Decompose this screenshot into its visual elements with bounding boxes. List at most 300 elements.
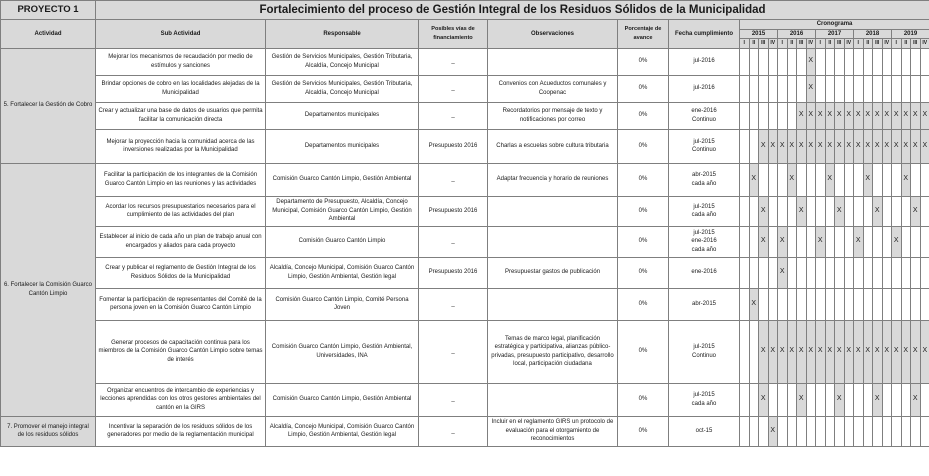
schedule-cell [806, 226, 816, 257]
quarter-header: I [778, 39, 788, 49]
schedule-cell [778, 163, 788, 196]
project-label: PROYECTO 1 [1, 1, 96, 20]
observations-cell: Recordatorios por mensaje de texto y notificaciones por correo [488, 102, 618, 129]
schedule-cell: X [892, 226, 902, 257]
schedule-cell: X [854, 102, 864, 129]
schedule-cell [787, 383, 797, 416]
schedule-cell [892, 163, 902, 196]
schedule-cell: X [759, 226, 769, 257]
schedule-cell [806, 196, 816, 226]
financing-cell: Presupuesto 2016 [419, 129, 488, 163]
schedule-cell: X [778, 129, 788, 163]
subactivity-cell: Facilitar la participación de los integrantes de la Comisión Guarco Cantón Limpio en las reuniones y las actividades [96, 163, 266, 196]
schedule-cell [892, 196, 902, 226]
quarter-header: II [825, 39, 835, 49]
quarter-header: III [911, 39, 921, 49]
schedule-cell: X [901, 163, 911, 196]
schedule-cell: X [873, 129, 883, 163]
schedule-cell [863, 416, 873, 446]
schedule-cell [768, 196, 778, 226]
schedule-cell [825, 257, 835, 288]
schedule-cell [873, 226, 883, 257]
progress-cell: 0% [618, 383, 669, 416]
quarter-header: I [816, 39, 826, 49]
schedule-cell: X [920, 102, 929, 129]
date-cell: jul-2015 cada año [669, 196, 740, 226]
schedule-cell [911, 416, 921, 446]
schedule-cell [911, 288, 921, 320]
schedule-cell: X [911, 320, 921, 383]
schedule-cell [787, 226, 797, 257]
schedule-cell [920, 226, 929, 257]
table-row [1, 75, 929, 102]
observations-cell: Temas de marco legal, planificación estratégica y participativa, alianzas público-privadas, presupuesto participativo, desarrollo local, participación ciudadana [488, 320, 618, 383]
schedule-cell: X [806, 129, 816, 163]
schedule-cell [768, 257, 778, 288]
schedule-cell [882, 226, 892, 257]
schedule-cell [806, 163, 816, 196]
date-cell: jul-2016 [669, 75, 740, 102]
schedule-cell [759, 102, 769, 129]
schedule-cell [882, 48, 892, 75]
schedule-cell [740, 163, 750, 196]
schedule-cell [854, 288, 864, 320]
date-cell: jul-2015 cada año [669, 383, 740, 416]
responsable-cell: Gestión de Servicios Municipales, Gestión Tributaria, Alcaldía, Concejo Municipal [266, 75, 419, 102]
schedule-cell: X [778, 226, 788, 257]
col-subactividad: Sub Actividad [96, 20, 266, 49]
responsable-cell: Comisión Guarco Cantón Limpio, Gestión Ambiental [266, 383, 419, 416]
schedule-cell [787, 75, 797, 102]
schedule-cell: X [825, 129, 835, 163]
schedule-cell: X [759, 320, 769, 383]
schedule-cell [797, 75, 807, 102]
schedule-cell [863, 383, 873, 416]
schedule-cell [787, 288, 797, 320]
schedule-cell [740, 226, 750, 257]
schedule-cell: X [768, 320, 778, 383]
schedule-cell: X [873, 102, 883, 129]
schedule-cell: X [835, 129, 845, 163]
schedule-cell [816, 75, 826, 102]
schedule-cell [740, 320, 750, 383]
schedule-cell: X [816, 226, 826, 257]
schedule-cell [892, 75, 902, 102]
schedule-cell [882, 163, 892, 196]
quarter-header: IV [806, 39, 816, 49]
subactivity-cell: Crear y actualizar una base de datos de usuarios que permita facilitar la comunicación directa [96, 102, 266, 129]
schedule-cell [844, 288, 854, 320]
schedule-cell [759, 163, 769, 196]
schedule-cell [835, 257, 845, 288]
subactivity-cell: Incentivar la separación de los residuos sólidos de los generadores por medio de la reglamentación municipal [96, 416, 266, 446]
schedule-cell [825, 383, 835, 416]
quarter-header: II [901, 39, 911, 49]
schedule-cell: X [816, 129, 826, 163]
year-header: 2015 [740, 29, 778, 39]
schedule-cell: X [759, 129, 769, 163]
schedule-cell [901, 48, 911, 75]
year-header: 2017 [816, 29, 854, 39]
schedule-cell [778, 416, 788, 446]
financing-cell: Presupuesto 2016 [419, 257, 488, 288]
col-fecha: Fecha cumplimiento [669, 20, 740, 49]
schedule-cell: X [863, 129, 873, 163]
schedule-cell: X [797, 320, 807, 383]
responsable-cell: Departamento de Presupuesto, Alcaldía, Concejo Municipal, Comisión Guarco Cantón Limpio, Gestión Ambiental [266, 196, 419, 226]
schedule-cell [882, 257, 892, 288]
financing-cell: _ [419, 226, 488, 257]
schedule-cell [892, 257, 902, 288]
schedule-cell [835, 48, 845, 75]
schedule-cell [825, 288, 835, 320]
schedule-cell [740, 288, 750, 320]
progress-cell: 0% [618, 320, 669, 383]
schedule-cell [768, 383, 778, 416]
schedule-cell [863, 288, 873, 320]
schedule-cell: X [901, 320, 911, 383]
schedule-cell: X [911, 383, 921, 416]
schedule-cell [759, 257, 769, 288]
schedule-cell [920, 288, 929, 320]
schedule-cell [749, 320, 759, 383]
schedule-cell [778, 288, 788, 320]
schedule-cell [835, 416, 845, 446]
schedule-cell [740, 48, 750, 75]
date-cell: abr-2015 cada año [669, 163, 740, 196]
financing-cell: _ [419, 288, 488, 320]
schedule-cell: X [768, 129, 778, 163]
schedule-cell [873, 288, 883, 320]
quarter-header: III [873, 39, 883, 49]
table-row [1, 288, 929, 320]
schedule-cell [901, 75, 911, 102]
schedule-cell: X [759, 383, 769, 416]
schedule-cell [854, 383, 864, 416]
schedule-cell: X [778, 320, 788, 383]
schedule-cell [863, 257, 873, 288]
date-cell: ene-2016 Continuo [669, 102, 740, 129]
table-row [1, 196, 929, 226]
schedule-cell [911, 257, 921, 288]
schedule-cell [806, 288, 816, 320]
schedule-cell: X [854, 226, 864, 257]
quarter-header: III [797, 39, 807, 49]
quarter-header: I [740, 39, 750, 49]
schedule-cell [797, 257, 807, 288]
schedule-cell [873, 416, 883, 446]
table-row [1, 257, 929, 288]
quarter-header: I [892, 39, 902, 49]
progress-cell: 0% [618, 196, 669, 226]
observations-cell [488, 288, 618, 320]
financing-cell: _ [419, 416, 488, 446]
schedule-cell: X [911, 129, 921, 163]
schedule-cell: X [911, 102, 921, 129]
progress-cell: 0% [618, 288, 669, 320]
schedule-cell [749, 129, 759, 163]
year-header: 2018 [854, 29, 892, 39]
year-header: 2019 [892, 29, 929, 39]
schedule-cell [749, 196, 759, 226]
schedule-cell [844, 226, 854, 257]
quarter-header: IV [882, 39, 892, 49]
schedule-cell [844, 75, 854, 102]
schedule-cell [825, 226, 835, 257]
schedule-cell [759, 75, 769, 102]
schedule-cell [844, 257, 854, 288]
responsable-cell: Comisión Guarco Cantón Limpio [266, 226, 419, 257]
schedule-cell [778, 75, 788, 102]
schedule-cell [768, 102, 778, 129]
schedule-cell: X [882, 102, 892, 129]
schedule-cell [768, 226, 778, 257]
schedule-cell: X [901, 102, 911, 129]
schedule-cell [816, 383, 826, 416]
schedule-cell [920, 383, 929, 416]
schedule-cell: X [873, 320, 883, 383]
schedule-cell [911, 226, 921, 257]
schedule-cell [797, 288, 807, 320]
observations-cell [488, 48, 618, 75]
date-cell: jul-2015 Continuo [669, 320, 740, 383]
schedule-cell [740, 75, 750, 102]
schedule-cell [863, 75, 873, 102]
date-cell: ene-2016 [669, 257, 740, 288]
schedule-cell [768, 48, 778, 75]
schedule-cell [749, 48, 759, 75]
schedule-cell: X [768, 416, 778, 446]
responsable-cell: Departamentos municipales [266, 102, 419, 129]
schedule-cell [863, 226, 873, 257]
quarter-header: IV [844, 39, 854, 49]
progress-cell: 0% [618, 257, 669, 288]
col-avance: Porcentaje de avance [618, 20, 669, 49]
schedule-cell [816, 163, 826, 196]
schedule-cell: X [778, 257, 788, 288]
schedule-cell [816, 196, 826, 226]
table-row [1, 320, 929, 383]
schedule-cell [911, 75, 921, 102]
observations-cell: Charlas a escuelas sobre cultura tributaria [488, 129, 618, 163]
schedule-cell [740, 196, 750, 226]
financing-cell: _ [419, 383, 488, 416]
schedule-cell [873, 257, 883, 288]
schedule-cell [806, 416, 816, 446]
schedule-cell [844, 163, 854, 196]
schedule-cell [854, 163, 864, 196]
schedule-cell: X [787, 129, 797, 163]
schedule-cell [920, 48, 929, 75]
schedule-cell [892, 416, 902, 446]
table-row [1, 102, 929, 129]
schedule-cell [882, 383, 892, 416]
subactivity-cell: Generar procesos de capacitación continua para los miembros de la Comisión Guarco Cantón Limpio sobre temas de interés [96, 320, 266, 383]
schedule-cell: X [911, 196, 921, 226]
schedule-cell [863, 196, 873, 226]
schedule-cell [740, 416, 750, 446]
schedule-cell [892, 288, 902, 320]
responsable-cell: Comisión Guarco Cantón Limpio, Gestión Ambiental, Universidades, INA [266, 320, 419, 383]
schedule-cell [768, 75, 778, 102]
schedule-cell: X [835, 383, 845, 416]
schedule-cell [920, 416, 929, 446]
col-financiamiento: Posibles vías de financiamiento [419, 20, 488, 49]
financing-cell: _ [419, 102, 488, 129]
subactivity-cell: Crear y publicar el reglamento de Gestión Integral de los Residuos Sólidos de la Municipalidad [96, 257, 266, 288]
schedule-cell [740, 102, 750, 129]
progress-cell: 0% [618, 416, 669, 446]
schedule-cell: X [749, 288, 759, 320]
schedule-cell [740, 383, 750, 416]
schedule-cell: X [844, 102, 854, 129]
schedule-cell [778, 102, 788, 129]
schedule-cell: X [863, 102, 873, 129]
schedule-cell [787, 102, 797, 129]
observations-cell: Incluir en el reglamento GIRS un protocolo de evaluación para el otorgamiento de reconocimientos [488, 416, 618, 446]
schedule-cell [825, 75, 835, 102]
schedule-cell [825, 196, 835, 226]
table-row [1, 226, 929, 257]
schedule-cell [911, 163, 921, 196]
schedule-cell: X [892, 129, 902, 163]
schedule-cell: X [797, 383, 807, 416]
schedule-cell [901, 226, 911, 257]
observations-cell: Presupuestar gastos de publicación [488, 257, 618, 288]
schedule-cell [854, 75, 864, 102]
cronograma-header: Cronograma [740, 20, 929, 30]
table-row [1, 163, 929, 196]
subactivity-cell: Mejorar los mecanismos de recaudación por medio de estímulos y sanciones [96, 48, 266, 75]
quarter-header: IV [768, 39, 778, 49]
schedule-cell [844, 383, 854, 416]
schedule-cell [797, 416, 807, 446]
col-observaciones: Observaciones [488, 20, 618, 49]
schedule-cell [740, 129, 750, 163]
schedule-cell [863, 48, 873, 75]
financing-cell: _ [419, 48, 488, 75]
date-cell: jul-2015 Continuo [669, 129, 740, 163]
schedule-cell [797, 48, 807, 75]
schedule-cell: X [854, 320, 864, 383]
schedule-cell [749, 226, 759, 257]
schedule-cell [835, 75, 845, 102]
progress-cell: 0% [618, 129, 669, 163]
quarter-header: III [835, 39, 845, 49]
schedule-cell: X [825, 102, 835, 129]
activity-cell: 7. Promover el manejo integral de los residuos sólidos [1, 416, 96, 446]
schedule-cell [901, 196, 911, 226]
schedule-cell: X [835, 320, 845, 383]
activity-cell: 5. Fortalecer la Gestión de Cobro [1, 48, 96, 163]
schedule-cell [835, 163, 845, 196]
date-cell: jul-2016 [669, 48, 740, 75]
schedule-cell [882, 196, 892, 226]
financing-cell: Presupuesto 2016 [419, 196, 488, 226]
schedule-cell [787, 257, 797, 288]
subactivity-cell: Brindar opciones de cobro en las localidades alejadas de la Municipalidad [96, 75, 266, 102]
schedule-cell [787, 416, 797, 446]
schedule-cell [768, 288, 778, 320]
schedule-cell [759, 288, 769, 320]
observations-cell [488, 226, 618, 257]
schedule-cell [901, 257, 911, 288]
schedule-cell [740, 257, 750, 288]
quarter-header: III [759, 39, 769, 49]
schedule-cell [920, 75, 929, 102]
date-cell: jul-2015 ene-2016 cada año [669, 226, 740, 257]
schedule-cell: X [863, 320, 873, 383]
quarter-header: I [854, 39, 864, 49]
schedule-cell [873, 163, 883, 196]
col-responsable: Responsable [266, 20, 419, 49]
schedule-cell: X [797, 102, 807, 129]
schedule-cell: X [882, 129, 892, 163]
schedule-cell [854, 257, 864, 288]
schedule-cell: X [816, 320, 826, 383]
responsable-cell: Alcaldía, Concejo Municipal, Comisión Guarco Cantón Limpio, Gestión Ambiental, Gestión legal [266, 257, 419, 288]
table-row [1, 48, 929, 75]
responsable-cell: Departamentos municipales [266, 129, 419, 163]
schedule-cell [892, 383, 902, 416]
schedule-cell: X [844, 320, 854, 383]
schedule-cell [873, 48, 883, 75]
schedule-cell [835, 226, 845, 257]
schedule-cell [901, 288, 911, 320]
schedule-cell [920, 257, 929, 288]
table-row [1, 383, 929, 416]
schedule-cell [882, 416, 892, 446]
schedule-cell [768, 163, 778, 196]
responsable-cell: Comisión Guarco Cantón Limpio, Comité Persona Joven [266, 288, 419, 320]
schedule-cell [844, 48, 854, 75]
quarter-header: IV [920, 39, 929, 49]
schedule-cell [797, 226, 807, 257]
progress-cell: 0% [618, 226, 669, 257]
schedule-cell [873, 75, 883, 102]
schedule-cell [806, 383, 816, 416]
table-row [1, 129, 929, 163]
schedule-cell [825, 48, 835, 75]
col-actividad: Actividad [1, 20, 96, 49]
schedule-cell: X [787, 320, 797, 383]
schedule-cell: X [835, 196, 845, 226]
schedule-cell [816, 48, 826, 75]
schedule-cell: X [806, 320, 816, 383]
schedule-cell [806, 257, 816, 288]
schedule-cell [778, 196, 788, 226]
schedule-cell [778, 48, 788, 75]
schedule-cell [749, 416, 759, 446]
schedule-cell [749, 102, 759, 129]
schedule-cell: X [892, 102, 902, 129]
schedule-cell [749, 383, 759, 416]
schedule-cell: X [759, 196, 769, 226]
schedule-cell: X [854, 129, 864, 163]
schedule-cell: X [892, 320, 902, 383]
schedule-cell: X [816, 102, 826, 129]
schedule-cell: X [901, 129, 911, 163]
schedule-cell [816, 416, 826, 446]
progress-cell: 0% [618, 102, 669, 129]
schedule-cell [892, 48, 902, 75]
quarter-header: II [863, 39, 873, 49]
schedule-cell [749, 75, 759, 102]
subactivity-cell: Establecer al inicio de cada año un plan de trabajo anual con encargados y aliados para cada proyecto [96, 226, 266, 257]
schedule-cell [854, 196, 864, 226]
schedule-cell: X [787, 163, 797, 196]
schedule-cell [787, 48, 797, 75]
